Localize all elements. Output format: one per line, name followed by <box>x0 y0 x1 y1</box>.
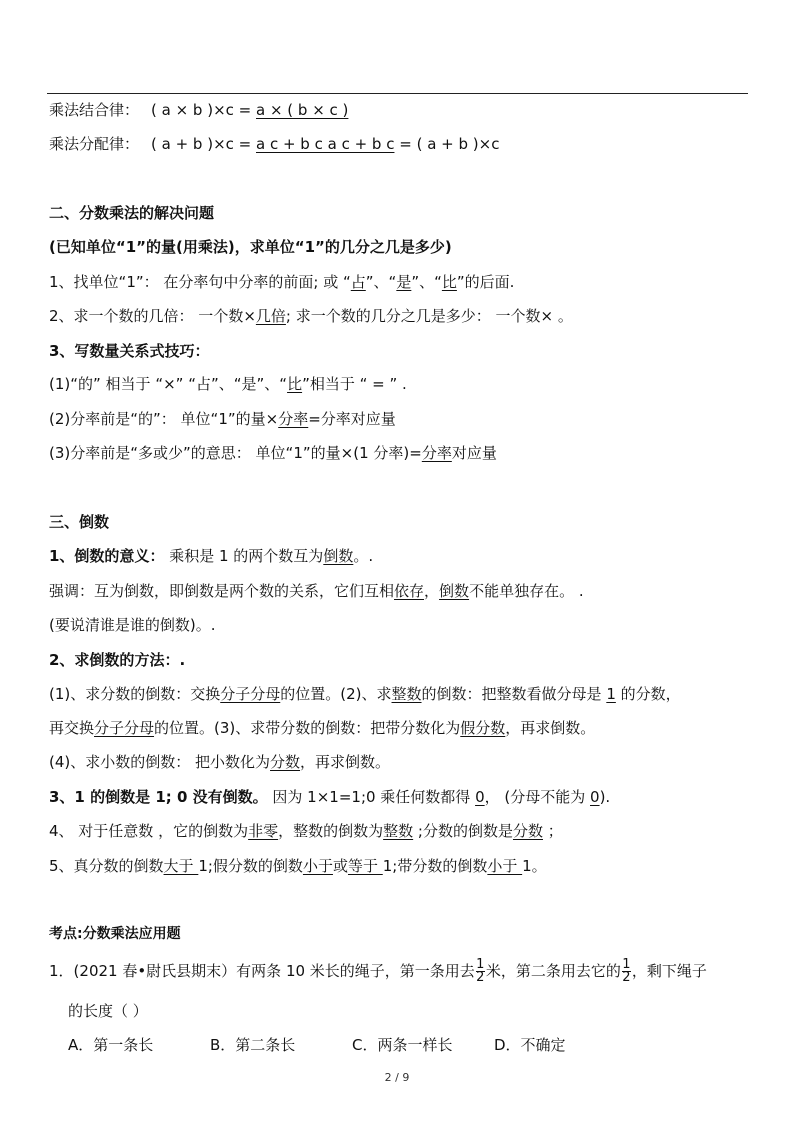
s3-line-4: 2、求倒数的方法：. <box>49 651 186 669</box>
s3-line-1: 1、倒数的意义： 乘积是 1 的两个数互为倒数。. <box>49 547 374 565</box>
s2-line-6: (3)分率前是“多或少”的意思： 单位“1”的量×(1 分率)=分率对应量 <box>49 444 497 462</box>
associative-law: 乘法结合律： ( a × b )×c = a × ( b × c ) <box>49 101 349 119</box>
s3-line-2: 强调：互为倒数，即倒数是两个数的关系，它们互相依存，倒数不能单独存在。 . <box>49 582 584 600</box>
question-1-options <box>68 1035 566 1055</box>
page-number: 2 / 9 <box>384 1071 410 1084</box>
s2-line-2: 2、求一个数的几倍： 一个数×几倍; 求一个数的几分之几是多少： 一个数× 。 <box>49 307 573 325</box>
distributive-law: 乘法分配律： ( a + b )×c = a c + b c a c + b c = ( a + b )×c <box>49 135 500 153</box>
s3-line-3: (要说清谁是谁的倒数)。. <box>49 616 216 634</box>
s2-line-3: 3、写数量关系式技巧： <box>49 342 210 360</box>
s3-line-9: 4、 对于任意数 ，它的倒数为非零，整数的倒数为整数 ;分数的倒数是分数 ； <box>49 822 563 840</box>
option-b[interactable]: B．第二条长 <box>210 1036 296 1054</box>
question-1-cont: 的长度（ ） <box>68 1002 148 1020</box>
s2-line-5: (2)分率前是“的”： 单位“1”的量×分率=分率对应量 <box>49 410 396 428</box>
header-rule <box>47 93 748 94</box>
s3-line-5: (1)、求分数的倒数：交换分子分母的位置。(2)、求整数的倒数：把整数看做分母是 1 的分数， <box>49 685 681 703</box>
s2-line-1: 1、找单位“1”： 在分率句中分率的前面; 或 “占”、“是”、“比”的后面. <box>49 273 515 291</box>
section-3-title: 三、倒数 <box>49 513 110 531</box>
section-2-title: 二、分数乘法的解决问题 <box>49 204 215 222</box>
question-1: 1．(2021 春•尉氏县期末）有两条 10 米长的绳子，第一条用去 $\frac{1}{2}$ 米，第二条用去它的 $\frac{1}{2}$ ，剩下绳子 <box>49 957 707 985</box>
fraction: $\frac{1}{2}$ <box>622 957 631 985</box>
option-a[interactable]: A．第一条长 <box>68 1036 154 1054</box>
exam-title: 考点:分数乘法应用题 <box>49 926 181 942</box>
option-c[interactable]: C．两条一样长 <box>352 1036 453 1054</box>
s3-line-8: 3、1 的倒数是 1; 0 没有倒数。 因为 1×1=1;0 乘任何数都得 0， (分母不能为 0). <box>49 788 611 806</box>
s2-line-4: (1)“的” 相当于 “×” “占”、“是”、“比”相当于 “ = ” . <box>49 375 407 393</box>
s3-line-6: 再交换分子分母的位置。(3)、求带分数的倒数：把带分数化为假分数，再求倒数。 <box>49 719 596 737</box>
s3-line-10: 5、真分数的倒数大于 1;假分数的倒数小于或等于 1;带分数的倒数小于 1。 <box>49 857 547 875</box>
section-2-subtitle: (已知单位“1”的量(用乘法)，求单位“1”的几分之几是多少) <box>49 238 452 256</box>
option-d[interactable]: D．不确定 <box>494 1036 566 1054</box>
s3-line-7: (4)、求小数的倒数： 把小数化为分数，再求倒数。 <box>49 753 391 771</box>
fraction: $\frac{1}{2}$ <box>476 957 485 985</box>
